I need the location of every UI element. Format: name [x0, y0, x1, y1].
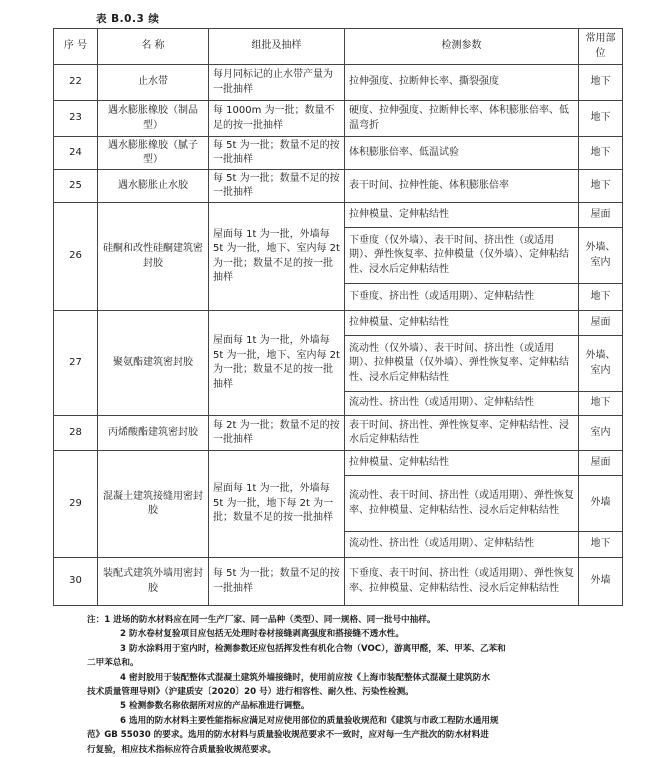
row-name: 硅酮和改性硅酮建筑密封胶 [98, 203, 209, 311]
row-params: 拉伸模量、定伸粘结性 [345, 451, 579, 476]
table-header-row [54, 29, 623, 65]
header-name: 名 称 [98, 29, 209, 65]
header-batch: 组批及抽样 [209, 29, 345, 65]
row-no: 23 [54, 101, 98, 137]
row-params: 流动性、表干时间、挤出性（或适用期）、弹性恢复率、拉伸模量、定伸粘结性、浸水后定伸粘结性 [345, 476, 579, 532]
row-batch: 屋面每 1t 为一批，外墙每 5t 为一批，地下、室内每 2t 为一批；数量不足的按一批抽样 [209, 311, 345, 416]
row-batch: 屋面每 1t 为一批，外墙每 5t 为一批，地下、室内每 2t 为一批；数量不足的按一批抽样 [209, 203, 345, 311]
row-no: 26 [54, 203, 98, 311]
row-params: 下垂度、挤出性（或适用期）、定伸粘结性 [345, 284, 579, 311]
table-row [54, 101, 623, 137]
row-params: 硬度、拉伸强度、拉断伸长率、体积膨胀倍率、低温弯折 [345, 101, 579, 137]
table-row [54, 416, 623, 451]
table-caption: 表 B.0.3 续 [96, 13, 160, 25]
row-location: 屋面 [579, 203, 623, 228]
note-4: 4 密封胶用于装配整体式混凝土建筑外墙接缝时，使用前应按《上海市装配整体式混凝土建筑防水 [120, 672, 490, 683]
row-location: 地下 [579, 65, 623, 101]
row-location: 地下 [579, 170, 623, 203]
row-location: 屋面 [579, 311, 623, 336]
row-location: 地下 [579, 392, 623, 416]
row-location: 地下 [579, 532, 623, 558]
note-3-cont: 二甲苯总和。 [87, 658, 139, 669]
row-name: 止水带 [98, 65, 209, 101]
row-params: 流动性（仅外墙）、表干时间、挤出性（或适用期）、拉伸模量（仅外墙）、弹性恢复率、定伸粘结性、浸水后定伸粘结性 [345, 336, 579, 392]
row-params: 拉伸强度、拉断伸长率、撕裂强度 [345, 65, 579, 101]
note-6: 6 选用的防水材料主要性能指标应满足对应使用部位的质量验收规范和《建筑与市政工程防水通用规 [120, 715, 499, 726]
row-params: 流动性、挤出性（或适用期）、定伸粘结性 [345, 392, 579, 416]
row-location: 外墙、室内 [579, 336, 623, 392]
row-params: 流动性、挤出性（或适用期）、定伸粘结性 [345, 532, 579, 558]
row-location: 外墙 [579, 558, 623, 606]
row-name: 混凝土建筑接缝用密封胶 [98, 451, 209, 558]
note-6-cont: 范》GB 55030 的要求。选用的防水材料与质量验收规范要求不一致时，应对每一生产批次的防水材料进 [87, 730, 489, 741]
row-batch: 每 5t 为一批；数量不足的按一批抽样 [209, 170, 345, 203]
row-name: 遇水膨胀橡胶（腻子型） [98, 137, 209, 170]
row-name: 遇水膨胀橡胶（制品型） [98, 101, 209, 137]
table-row [54, 558, 623, 606]
header-location: 常用部位 [579, 29, 623, 65]
row-batch: 每 5t 为一批；数量不足的按一批抽样 [209, 558, 345, 606]
note-5: 5 检测参数名称依据所对应的产品标准进行调整。 [120, 701, 310, 712]
note-1: 注：1 进场的防水材料应在同一生产厂家、同一品种（类型）、同一规格、同一批号中抽样。 [87, 615, 436, 625]
row-params: 表干时间、拉伸性能、体积膨胀倍率 [345, 170, 579, 203]
row-location: 屋面 [579, 451, 623, 476]
header-no: 序 号 [54, 29, 98, 65]
row-batch: 每月同标记的止水带产量为一批抽样 [209, 65, 345, 101]
row-location: 地下 [579, 284, 623, 311]
table-row [54, 203, 623, 228]
header-params: 检测参数 [345, 29, 579, 65]
row-batch: 每 1000m 为一批；数量不足的按一批抽样 [209, 101, 345, 137]
table-row [54, 65, 623, 101]
row-location: 外墙、室内 [579, 228, 623, 284]
table-row [54, 311, 623, 336]
table-row [54, 137, 623, 170]
row-params: 拉伸模量、定伸粘结性 [345, 203, 579, 228]
row-location: 地下 [579, 101, 623, 137]
note-6-cont2: 行复验，相应技术指标应符合质量验收规范要求。 [87, 744, 277, 755]
row-params: 拉伸模量、定伸粘结性 [345, 311, 579, 336]
row-params: 下垂度（仅外墙）、表干时间、挤出性（或适用期）、弹性恢复率、拉伸模量（仅外墙）、定伸粘结性、浸水后定伸粘结性 [345, 228, 579, 284]
table-row [54, 170, 623, 203]
row-params: 体积膨胀倍率、低温试验 [345, 137, 579, 170]
row-params: 下垂度、表干时间、挤出性（或适用期）、弹性恢复率、拉伸模量、定伸粘结性、浸水后定伸粘结性 [345, 558, 579, 606]
row-batch: 屋面每 1t 为一批，外墙每 5t 为一批，地下每 2t 为一批；数量不足的按一批抽样 [209, 451, 345, 558]
row-params: 表干时间、挤出性、弹性恢复率、定伸粘结性、浸水后定伸粘结性 [345, 416, 579, 451]
note-3: 3 防水涂料用于室内时，检测参数还应包括挥发性有机化合物（VOC），游离甲醛，苯、甲苯、乙苯和 [120, 643, 506, 654]
row-no: 29 [54, 451, 98, 558]
row-name: 装配式建筑外墙用密封胶 [98, 558, 209, 606]
row-no: 27 [54, 311, 98, 416]
row-name: 遇水膨胀止水胶 [98, 170, 209, 203]
row-location: 室内 [579, 416, 623, 451]
row-location: 外墙 [579, 476, 623, 532]
row-no: 24 [54, 137, 98, 170]
table-notes [87, 613, 574, 757]
row-batch: 每 5t 为一批；数量不足的按一批抽样 [209, 137, 345, 170]
note-4-cont: 技术质量管理导则》（沪建质安〔2020〕20 号）进行相容性、耐久性、污染性检测。 [87, 687, 414, 698]
row-name: 丙烯酸酯建筑密封胶 [98, 416, 209, 451]
row-no: 22 [54, 65, 98, 101]
row-batch: 每 2t 为一批；数量不足的按一批抽样 [209, 416, 345, 451]
row-no: 30 [54, 558, 98, 606]
row-name: 聚氨酯建筑密封胶 [98, 311, 209, 416]
note-2: 2 防水卷材复验项目应包括无处理时卷材接缝剥离强度和搭接缝不透水性。 [120, 629, 404, 640]
row-no: 28 [54, 416, 98, 451]
table-row [54, 451, 623, 476]
row-no: 25 [54, 170, 98, 203]
row-location: 地下 [579, 137, 623, 170]
inspection-table [53, 28, 623, 606]
